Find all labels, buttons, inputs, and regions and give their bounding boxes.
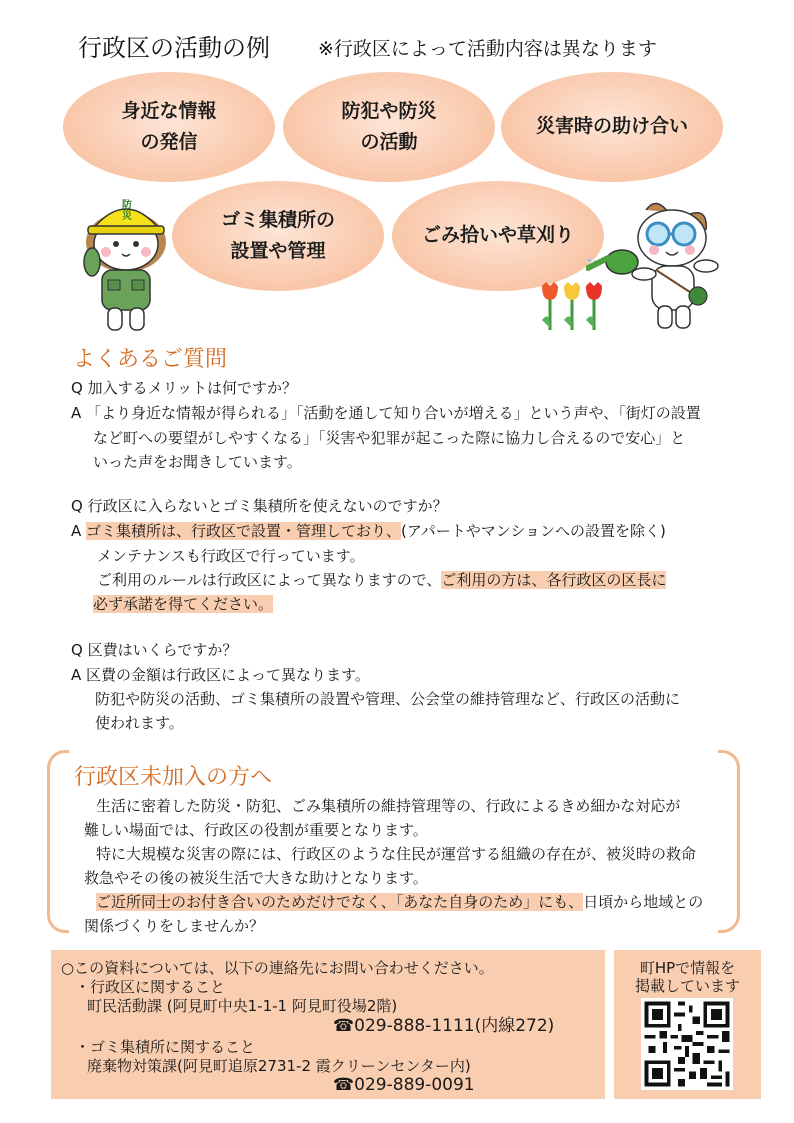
contact-gyosei-tel[interactable]: ☎029-888-1111(内線272) [333,1016,555,1036]
faq-a1-line: など町への要望がしやすくなる」「災害や犯罪が起こった際に協力し合えるので安心」と [93,429,686,447]
activity-line: の活動 [360,131,418,153]
watering-mascot-illustration [586,196,720,332]
qr-code-icon[interactable] [641,998,733,1090]
contact-gyosei-dept: 町民活動課 (阿見町中央1-1-1 阿見町役場2階) [87,997,398,1015]
activity-line: ゴミ集積所の [220,208,335,231]
faq-a2-highlight: 必ず承諾を得てください。 [93,595,274,613]
title-note: ※行政区によって活動内容は異なります [318,38,657,60]
section-frame-left [47,750,69,933]
activity-line: 設置や管理 [230,240,326,262]
faq-heading: よくあるご質問 [73,347,228,372]
activity-bubble-garbage-station [172,181,384,291]
helmet-label: 防災 [122,200,132,222]
contact-box [51,950,605,1099]
contact-gomi-label: ・ゴミ集積所に関すること [75,1038,256,1056]
faq-a2-line [93,594,273,614]
activity-line: 身近な情報 [121,99,217,122]
homepage-text: 掲載しています [634,977,740,995]
nonmember-highlight: ご近所同士のお付き合いのためだけでなく、「あなた自身のため」にも、 [96,893,584,911]
faq-q2: Q 行政区に入らないとゴミ集積所を使えないのですか？ [71,497,448,515]
nonmember-text [96,892,703,912]
activity-bubble-cleanup [392,181,604,291]
faq-a3-line: A 区費の金額は行政区によって異なります。 [71,666,370,684]
faq-a2-line [71,521,666,541]
nonmember-heading: 行政区未加入の方へ [74,765,273,790]
nonmember-text: 関係づくりをしませんか？ [84,917,265,935]
faq-a3-line: 防犯や防災の活動、ゴミ集積所の設置や管理、公会堂の維持管理など、行政区の活動に [95,690,681,708]
section-frame-right [718,750,740,933]
faq-a1-line: A 「より身近な情報が得られる」「活動を通して知り合いが増える」という声や、「街灯の設置 [71,404,701,422]
page-title: 行政区の活動の例 [78,34,270,62]
faq-a2-line [97,570,666,590]
nonmember-text: 救急やその後の被災生活で大きな助けとなります。 [84,869,428,887]
contact-intro: ○この資料については、以下の連絡先にお問い合わせください。 [61,959,494,977]
contact-gomi-dept: 廃棄物対策課(阿見町追原2731-2 霞クリーンセンター内) [87,1057,471,1075]
activity-line: 災害時の助け合い [535,115,688,138]
faq-a2-highlight: ゴミ集積所は、行政区で設置・管理しており、 [86,522,402,540]
faq-a2-prefix: A [71,522,87,540]
nonmember-text-rest: 日頃から地域との [583,893,704,911]
contact-gyosei-label: ・行政区に関すること [75,978,226,996]
contact-gomi-tel[interactable]: ☎029-889-0091 [333,1075,475,1095]
faq-a1-line: いった声をお聞きしています。 [93,453,302,471]
activity-line: の発信 [140,131,198,153]
activity-bubble-info [63,72,275,182]
nonmember-text: 特に大規模な災害の際には、行政区のような住民が運営する組織の存在が、被災時の救命 [96,845,697,863]
faq-a2-highlight: ご利用の方は、各行政区の区長に [441,571,667,589]
faq-a2-line: メンテナンスも行政区で行っています。 [97,547,365,565]
homepage-text: 町HPで情報を [639,959,736,977]
faq-q3: Q 区費はいくらですか？ [71,641,238,659]
activity-bubble-crime-prevention [283,72,495,182]
faq-a2-text: (アパートやマンションへの設置を除く) [401,522,666,540]
faq-a2-text: ご利用のルールは行政区によって異なりますので、 [97,571,442,589]
faq-a3-line: 使われます。 [95,714,184,732]
nonmember-text: 難しい場面では、行政区の役割が重要となります。 [84,821,428,839]
activity-line: ごみ拾いや草刈り [421,224,574,247]
faq-q1: Q 加入するメリットは何ですか？ [71,379,297,397]
activity-bubble-disaster-help [501,72,723,182]
activity-line: 防犯や防災 [341,99,437,122]
nonmember-text: 生活に密着した防災・防犯、ごみ集積所の維持管理等の、行政によるきめ細かな対応が [96,797,681,815]
